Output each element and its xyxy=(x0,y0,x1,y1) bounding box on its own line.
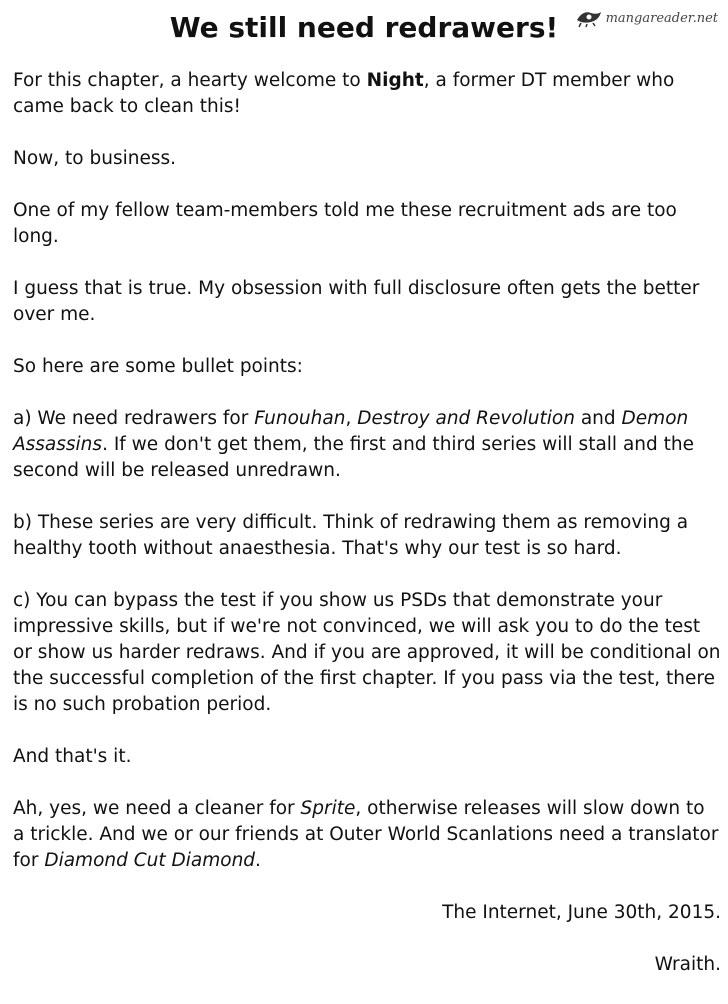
text-run: , xyxy=(345,408,358,429)
italic-title: Funouhan xyxy=(254,408,346,429)
paragraph xyxy=(13,588,721,718)
paragraph xyxy=(13,276,721,328)
text-run: One of my fellow team-members told me these recruitment ads are too long. xyxy=(13,200,677,247)
text-run: And that's it. xyxy=(13,746,132,767)
paragraph xyxy=(13,796,721,874)
italic-title: Destroy and Revolution xyxy=(357,408,575,429)
page-title: We still need redrawers! xyxy=(169,11,559,44)
paragraph-list xyxy=(13,68,721,874)
text-run: . If we don't get them, the first and third series will stall and the second will be released unredrawn. xyxy=(13,434,694,481)
text-run: , a former DT member who came back to clean this! xyxy=(13,70,675,117)
document-body xyxy=(13,68,721,1004)
text-run: b) These series are very difficult. Think of redrawing them as removing a healthy tooth without anaesthesia. That's why our test is so hard. xyxy=(13,512,689,559)
italic-title: Sprite xyxy=(300,798,356,819)
text-run: For this chapter, a hearty welcome to xyxy=(13,70,367,91)
watermark-text: mangareader.net xyxy=(605,10,718,26)
text-run: Now, to business. xyxy=(13,148,177,169)
text-run: c) You can bypass the test if you show us PSDs that demonstrate your impressive skills, but if we're not convinced, we will ask you to do the test or show us harder redraws. And if you are approved, it will be conditional on the successful completion of the first chapter. If you pass via the test, there is no such probation period. xyxy=(13,590,721,715)
text-run: Ah, yes, we need a cleaner for xyxy=(13,798,301,819)
paragraph xyxy=(13,146,721,172)
text-run: So here are some bullet points: xyxy=(13,356,303,377)
paragraph xyxy=(13,510,721,562)
paragraph xyxy=(13,406,721,484)
text-run: a) We need redrawers for xyxy=(13,408,255,429)
bold-text: Night xyxy=(366,70,424,91)
paragraph xyxy=(13,354,721,380)
signature-author: Wraith. xyxy=(654,954,721,975)
signature-place-date: The Internet, June 30th, 2015. xyxy=(442,902,721,923)
text-run: and xyxy=(574,408,622,429)
paragraph xyxy=(13,198,721,250)
paragraph xyxy=(13,744,721,770)
text-run: , otherwise releases will slow down to a trickle. And we or our friends at Outer World Scanlations need a translator for xyxy=(13,798,719,871)
italic-title: Demon Assassins xyxy=(13,408,689,455)
paragraph xyxy=(13,68,721,120)
italic-title: Diamond Cut Diamond xyxy=(44,850,256,871)
text-run: . xyxy=(255,850,261,871)
text-run: I guess that is true. My obsession with full disclosure often gets the better over me. xyxy=(13,278,700,325)
